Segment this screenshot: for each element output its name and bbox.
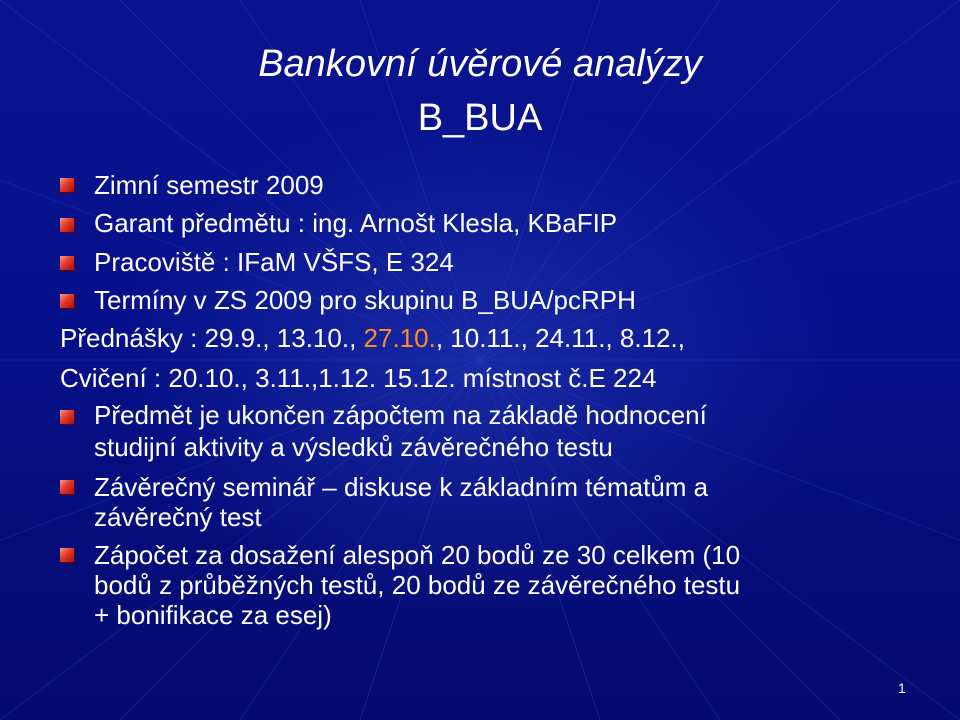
lectures-part-1: Přednášky : 29.9., 13.10.,: [60, 323, 364, 353]
bullet-pracoviste: Pracoviště : IFaM VŠFS, E 324: [94, 247, 454, 277]
bullet-predmet-2: studijní aktivity a výsledků závěrečného testu: [94, 432, 613, 462]
bullet-icon: [60, 410, 74, 424]
bullet-seminar-1: Závěrečný seminář – diskuse k základním tématům a: [94, 472, 709, 502]
bullet-icon: [60, 178, 74, 192]
bullet-icon: [60, 294, 74, 308]
slide-title: Bankovní úvěrové analýzy: [258, 43, 702, 85]
bullet-zapocet-3: + bonifikace za esej): [94, 600, 332, 630]
lectures-highlight-date: 27.10.: [363, 323, 436, 353]
bullet-semestr: Zimní semestr 2009: [94, 170, 324, 200]
lectures-line: [60, 323, 685, 353]
bullet-seminar-2: závěrečný test: [94, 502, 262, 532]
bullet-icon: [60, 548, 74, 562]
slide-subtitle: B_BUA: [417, 97, 543, 139]
lectures-part-2: , 10.11., 24.11., 8.12.,: [435, 323, 685, 353]
bullet-zapocet-1: Zápočet za dosažení alespoň 20 bodů ze 30 celkem (10: [94, 540, 741, 570]
bullet-icon: [60, 480, 74, 494]
bullet-zapocet-2: bodů z průběžných testů, 20 bodů ze závěrečného testu: [94, 570, 741, 600]
bullet-icon: [60, 256, 74, 270]
bullet-predmet-1: Předmět je ukončen zápočtem na základě hodnocení: [94, 400, 707, 430]
bullet-icon: [60, 218, 74, 232]
exercises-line: Cvičení : 20.10., 3.11.,1.12. 15.12. místnost č.E 224: [60, 363, 657, 393]
bullet-terminy: Termíny v ZS 2009 pro skupinu B_BUA/pcRPH: [94, 285, 636, 315]
bullet-garant: Garant předmětu : ing. Arnošt Klesla, KBaFIP: [94, 208, 618, 238]
page-number: 1: [898, 680, 906, 696]
